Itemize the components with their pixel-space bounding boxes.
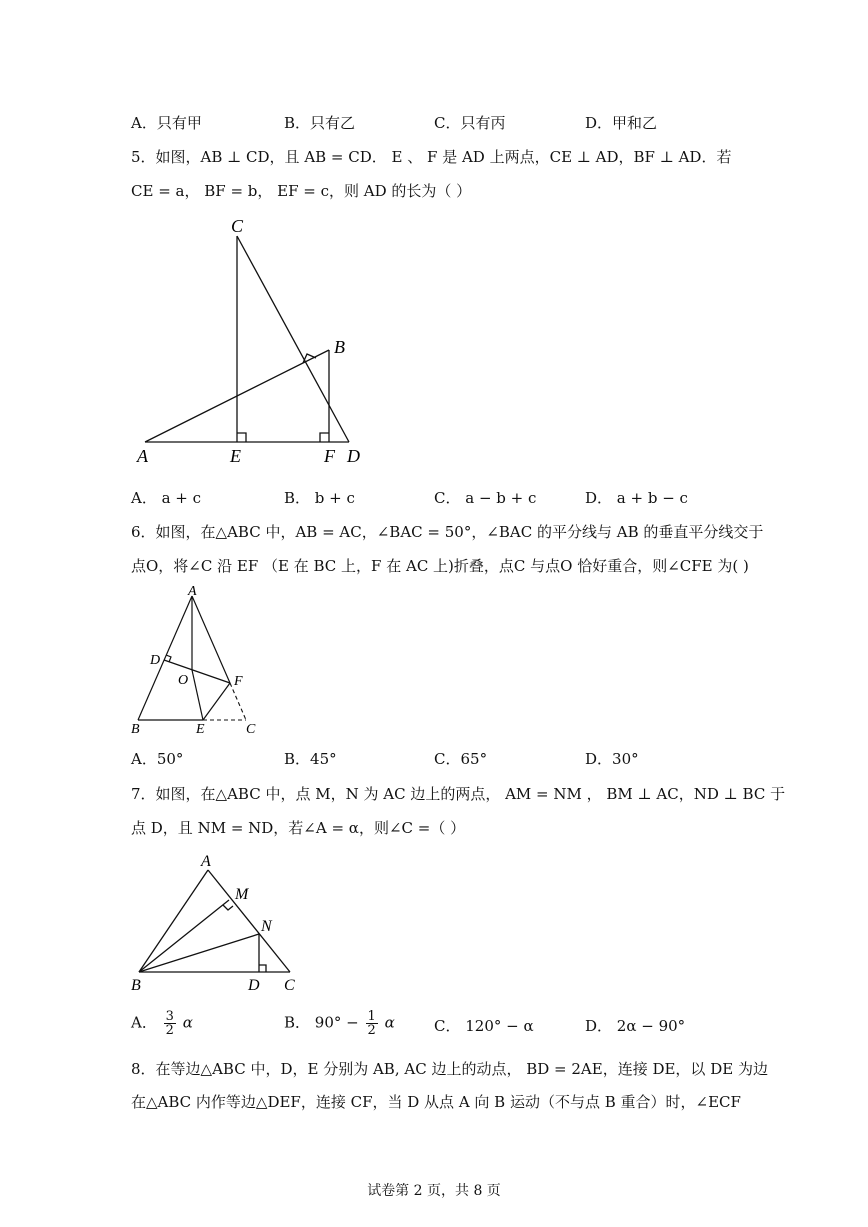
- q6-label-a: A: [188, 584, 197, 599]
- q5-option-d: D． a + b − c: [585, 489, 688, 507]
- page-footer: 试卷第 2 页，共 8 页: [367, 1183, 501, 1199]
- q6-option-b: B．45°: [284, 750, 337, 768]
- q4-option-b: B．只有乙: [284, 114, 356, 132]
- q6-segment-df: [164, 660, 230, 683]
- q7-right-angle-m: [223, 905, 233, 910]
- q5-option-a: A． a + c: [131, 489, 202, 507]
- q7-option-b: B． 90° − $\frac{1}{2}$ α: [284, 1009, 395, 1038]
- q5-label-b: B: [334, 337, 345, 357]
- q7-label-d: D: [248, 977, 260, 994]
- q6-label-o: O: [178, 673, 189, 688]
- q6-option-c: C．65°: [434, 750, 488, 768]
- q5-right-angle-e: [237, 433, 246, 442]
- q7-option-a-fraction: $\frac{3}{2}$: [165, 1009, 174, 1038]
- q7-option-d: D． 2α − 90°: [585, 1017, 686, 1035]
- q7-right-angle-d: [259, 965, 266, 972]
- q6-stem-line1: 6．如图，在△ABC 中，AB = AC，∠BAC = 50°，∠BAC 的平分线与 AB 的垂直平分线交于: [131, 523, 764, 541]
- q6-segment-ab: [138, 596, 192, 720]
- q6-segment-oe: [192, 670, 203, 720]
- q6-segment-fe: [203, 683, 230, 720]
- q5-figure: [130, 210, 380, 470]
- q7-label-m: M: [235, 886, 249, 903]
- q7-figure: [126, 848, 306, 998]
- q7-label-b: B: [131, 977, 141, 994]
- q6-label-b: B: [131, 722, 140, 737]
- q6-figure: [126, 584, 266, 739]
- q7-label-a: A: [201, 853, 211, 870]
- q6-option-d: D．30°: [585, 750, 639, 768]
- q7-stem-line2: 点 D，且 NM = ND，若∠A = α，则∠C =（ ）: [131, 819, 466, 837]
- q6-label-c: C: [246, 722, 256, 737]
- q7-stem-line1: 7．如图，在△ABC 中，点 M，N 为 AC 边上的两点， AM = NM ， BM ⊥ AC，ND ⊥ BC 于: [131, 785, 786, 803]
- q7-segment-ab: [139, 870, 208, 972]
- q7-label-c: C: [284, 977, 295, 994]
- q8-stem-line1: 8．在等边△ABC 中，D，E 分别为 AB, AC 边上的动点， BD = 2AE，连接 DE，以 DE 为边: [131, 1060, 768, 1078]
- q6-segment-af: [192, 596, 230, 683]
- q7-segment-bn: [139, 934, 259, 972]
- q6-label-e: E: [196, 722, 205, 737]
- q5-stem-line2: CE = a， BF = b， EF = c，则 AD 的长为（ ）: [131, 182, 472, 200]
- q7-segment-bm: [139, 900, 229, 972]
- q6-option-a: A．50°: [131, 750, 184, 768]
- q7-label-n: N: [261, 918, 272, 935]
- q5-right-angle-f: [320, 433, 329, 442]
- q5-label-d: D: [347, 446, 360, 466]
- q5-label-e: E: [230, 446, 241, 466]
- q5-label-f: F: [324, 446, 335, 466]
- q4-option-c: C．只有丙: [434, 114, 506, 132]
- q5-option-c: C． a − b + c: [434, 489, 537, 507]
- q5-label-c: C: [231, 216, 244, 236]
- q6-stem-line2: 点O，将∠C 沿 EF （E 在 BC 上，F 在 AC 上)折叠，点C 与点O 恰好重合，则∠CFE 为( ): [131, 557, 749, 575]
- q7-option-b-fraction: $\frac{1}{2}$: [367, 1009, 376, 1038]
- q5-segment-cd: [237, 236, 349, 442]
- q5-option-b: B． b + c: [284, 489, 355, 507]
- q5-label-a: A: [137, 446, 148, 466]
- q4-option-a: A．只有甲: [131, 114, 202, 132]
- q7-option-a: A． $\frac{3}{2}$ α: [131, 1009, 193, 1038]
- q8-stem-line2: 在△ABC 内作等边△DEF，连接 CF，当 D 从点 A 向 B 运动（不与点 B 重合）时，∠ECF: [131, 1093, 741, 1111]
- q6-label-d: D: [150, 653, 161, 668]
- q7-option-c: C． 120° − α: [434, 1017, 534, 1035]
- q5-stem-line1: 5．如图，AB ⊥ CD，且 AB = CD． E 、 F 是 AD 上两点，CE ⊥ AD，BF ⊥ AD．若: [131, 148, 732, 166]
- q6-label-f: F: [234, 674, 243, 689]
- q7-segment-ac: [208, 870, 290, 972]
- q4-option-d: D．甲和乙: [585, 114, 658, 132]
